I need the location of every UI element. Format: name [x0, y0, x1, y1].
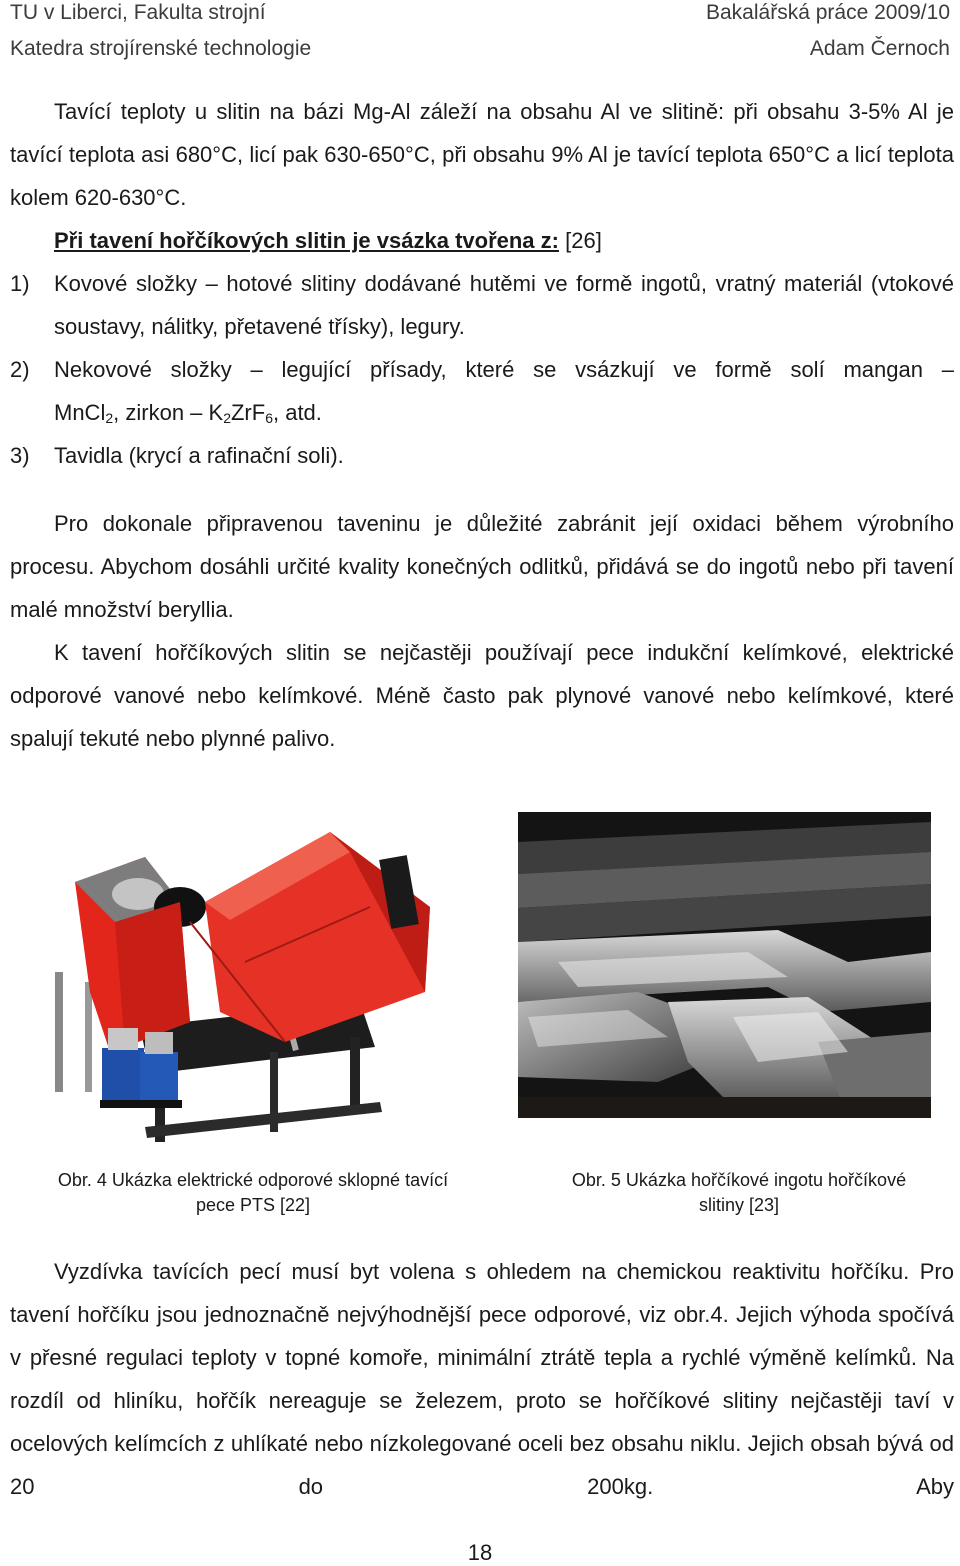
list-item: [10, 262, 954, 348]
header-author: Adam Černoch: [809, 37, 950, 60]
formula-mncl: MnCl: [54, 400, 106, 425]
batch-heading-line: [10, 219, 954, 262]
paragraph-oxidation: Pro dokonale připravenou taveninu je důležité zabránit její oxidaci během výrobního procesu. Abychom dosáhli určité kvality konečných odlitků, přidává se do ingotů nebo při tavení malé množství beryllia.: [10, 511, 954, 622]
subscript: 6: [265, 410, 273, 426]
list-number: 1): [10, 271, 30, 296]
header-institution: TU v Liberci, Fakulta strojní: [10, 1, 266, 24]
list-item: [10, 348, 954, 434]
formula-zrf: ZrF: [230, 400, 266, 425]
formula-text: , atd.: [272, 400, 322, 425]
list-text: [54, 348, 954, 434]
list-text: Kovové složky – hotové slitiny dodávané hutěmi ve formě ingotů, vratný materiál (vtokové soustavy, nálitky, přetavené třísky), legury.: [54, 271, 954, 339]
list-number: 2): [10, 357, 30, 382]
paragraph-furnace-types: K tavení hořčíkových slitin se nejčastěji používají pece indukční kelímkové, elektrické odporové vanové nebo kelímkové. Méně často pak plynové vanové nebo kelímkové, které spalují tekuté nebo plynné palivo.: [10, 640, 954, 751]
caption-line: Obr. 5 Ukázka hořčíkové ingotu hořčíkové: [571, 1170, 907, 1190]
formula-text: , zirkon – K: [113, 400, 224, 425]
furnace-photo: [30, 812, 470, 1148]
figure-5-caption: [530, 1168, 948, 1218]
page-number: 18: [467, 1540, 493, 1565]
list-number: 3): [10, 443, 30, 468]
batch-heading: Při tavení hořčíkových slitin je vsázka tvořena z:: [54, 228, 559, 253]
batch-reference: [26]: [565, 228, 602, 253]
header-thesis: Bakalářská práce 2009/10: [706, 1, 950, 24]
figure-4-caption: [20, 1168, 486, 1218]
subscript: 2: [223, 410, 231, 426]
list-text-formulas: [54, 391, 954, 434]
list-item: [10, 434, 954, 477]
list-text: Tavidla (krycí a rafinační soli).: [54, 443, 344, 468]
ingot-photo: [518, 812, 931, 1118]
paragraph-melting-temperatures: Tavící teploty u slitin na bázi Mg-Al záleží na obsahu Al ve slitině: při obsahu 3-5% Al je tavící teplota asi 680°C, licí pak 630-650°C, při obsahu 9% Al je tavící teplota 650°C a licí teplota kolem 620-630°C.: [10, 99, 954, 210]
list-text-line: Nekovové složky – legující přísady, které se vsázkují ve formě solí mangan –: [54, 357, 954, 382]
header-department: Katedra strojírenské technologie: [10, 37, 312, 60]
caption-line: slitiny [23]: [698, 1195, 780, 1215]
caption-line: Obr. 4 Ukázka elektrické odporové sklopné tavící: [57, 1170, 449, 1190]
paragraph-furnace-lining: Vyzdívka tavících pecí musí byt volena s ohledem na chemickou reaktivitu hořčíku. Pro tavení hořčíku jsou jednoznačně nejvýhodnější pece odporové, viz obr.4. Jejich výhoda spočívá v přesné regulaci teploty v topné komoře, minimální ztrátě tepla a rychlé výměně kelímků. Na rozdíl od hliníku, hořčík nereaguje se železem, proto se hořčíkové slitiny nejčastěji taví v ocelových kelímcích z uhlíkaté nebo nízkolegované oceli bez obsahu niklu. Jejich obsah bývá od 20 do 200kg. Aby: [10, 1259, 954, 1499]
caption-line: pece PTS [22]: [195, 1195, 311, 1215]
subscript: 2: [105, 410, 114, 426]
